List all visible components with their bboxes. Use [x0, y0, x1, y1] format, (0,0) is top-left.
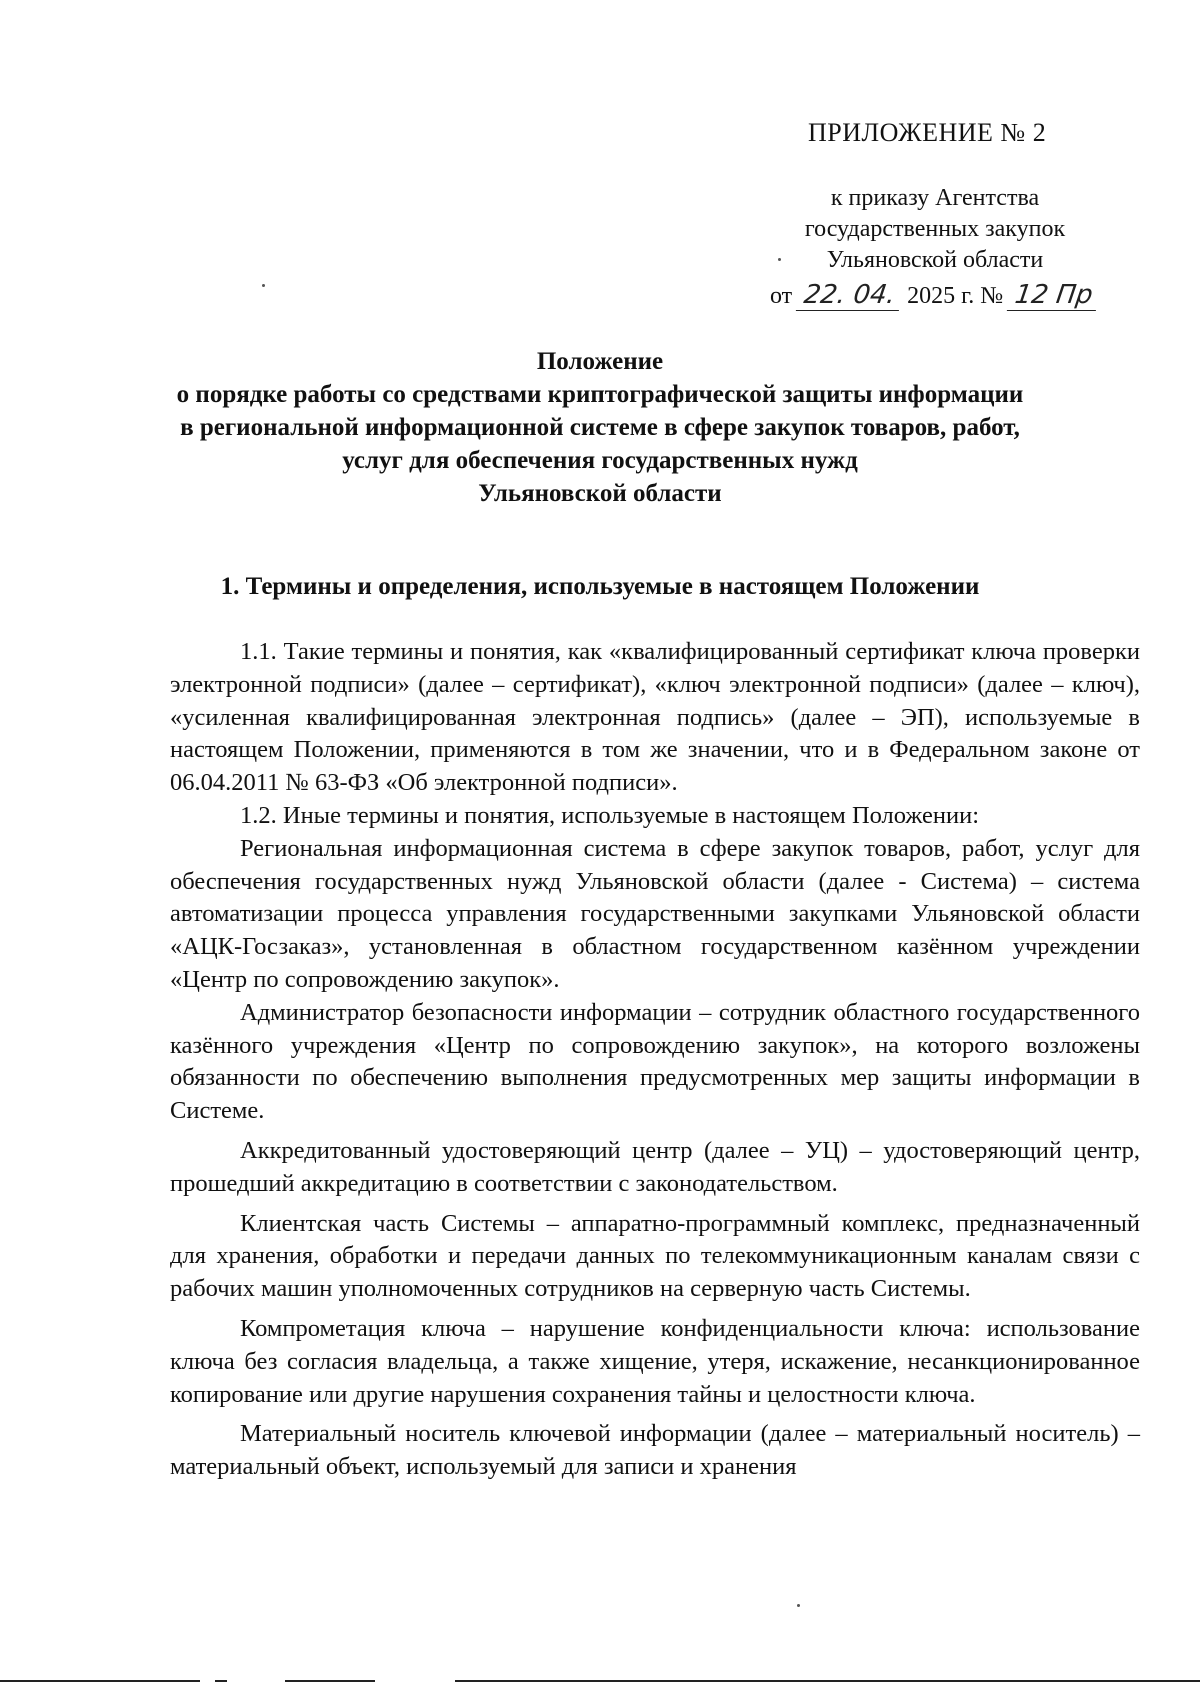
section-title: 1. Термины и определения, используемые в настоящем Положении [220, 573, 980, 600]
scan-speck [778, 258, 781, 261]
scan-speck [797, 1604, 800, 1607]
order-line: государственных закупок [804, 216, 1066, 242]
paragraph: Региональная информационная система в сфере закупок товаров, работ, услуг для обеспечения государственных нужд Ульяновской области (далее - Система) – система автоматизации процесса управления государственными закупками Ульяновской области «АЦК-Госзаказ», установленная в областном государственном казённом учреждении «Центр по сопровождению закупок». [170, 834, 1140, 993]
scan-edge-line [0, 1680, 200, 1682]
title-line: Ульяновской области [478, 480, 722, 507]
document-title [120, 345, 1080, 510]
paragraph: Клиентская часть Системы – аппаратно-программный комплекс, предназначенный для хранения, обработки и передачи данных по телекоммуникационным каналам связи с рабочих машин уполномоченных сотрудников на серверную часть Системы. [170, 1209, 1140, 1303]
order-reference [770, 183, 1100, 276]
handwritten-date: 22. 04. [796, 280, 903, 311]
order-line: Ульяновской области [826, 247, 1044, 273]
order-line: к приказу Агентства [830, 185, 1040, 211]
paragraph: Материальный носитель ключевой информации (далее – материальный носитель) – материальный объект, используемый для записи и хранения [170, 1420, 1140, 1481]
scan-edge-line [215, 1680, 227, 1682]
title-line: услуг для обеспечения государственных нужд [342, 447, 858, 474]
year-text: 2025 г. № [907, 283, 1004, 309]
appendix-title: ПРИЛОЖЕНИЕ № 2 [808, 118, 1047, 147]
title-line: о порядке работы со средствами криптографической защиты информации [176, 381, 1024, 408]
scan-edge-line [455, 1680, 1200, 1682]
scan-speck [262, 284, 265, 287]
scan-edge-line [285, 1680, 375, 1682]
handwritten-number: 12 Пр [1007, 280, 1101, 311]
paragraph: 1.1. Такие термины и понятия, как «квалифицированный сертификат ключа проверки электронной подписи» (далее – сертификат), «ключ электронной подписи» (далее – ключ), «усиленная квалифицированная электронная подпись» (далее – ЭП), используемые в настоящем Положении, применяются в том же значении, что и в Федеральном законе от 06.04.2011 № 63-ФЗ «Об электронной подписи». [170, 638, 1140, 797]
title-line: в региональной информационной системе в сфере закупок товаров, работ, [180, 414, 1020, 441]
section-body [170, 636, 1140, 1484]
paragraph: Компрометация ключа – нарушение конфиденциальности ключа: использование ключа без согласия владельца, а также хищение, утеря, искажение, несанкционированное копирование или другие нарушения сохранения тайны и целостности ключа. [170, 1314, 1140, 1408]
date-prefix: от [770, 283, 793, 309]
order-date-line [770, 280, 1099, 311]
paragraph: Аккредитованный удостоверяющий центр (далее – УЦ) – удостоверяющий центр, прошедший аккредитацию в соответствии с законодательством. [170, 1136, 1140, 1197]
paragraph: 1.2. Иные термины и понятия, используемые в настоящем Положении: [240, 801, 980, 829]
paragraph: Администратор безопасности информации – сотрудник областного государственного казённого учреждения «Центр по сопровождению закупок», на которого возложены обязанности по обеспечению выполнения предусмотренных мер защиты информации в Системе. [170, 998, 1140, 1125]
title-line: Положение [536, 348, 664, 375]
